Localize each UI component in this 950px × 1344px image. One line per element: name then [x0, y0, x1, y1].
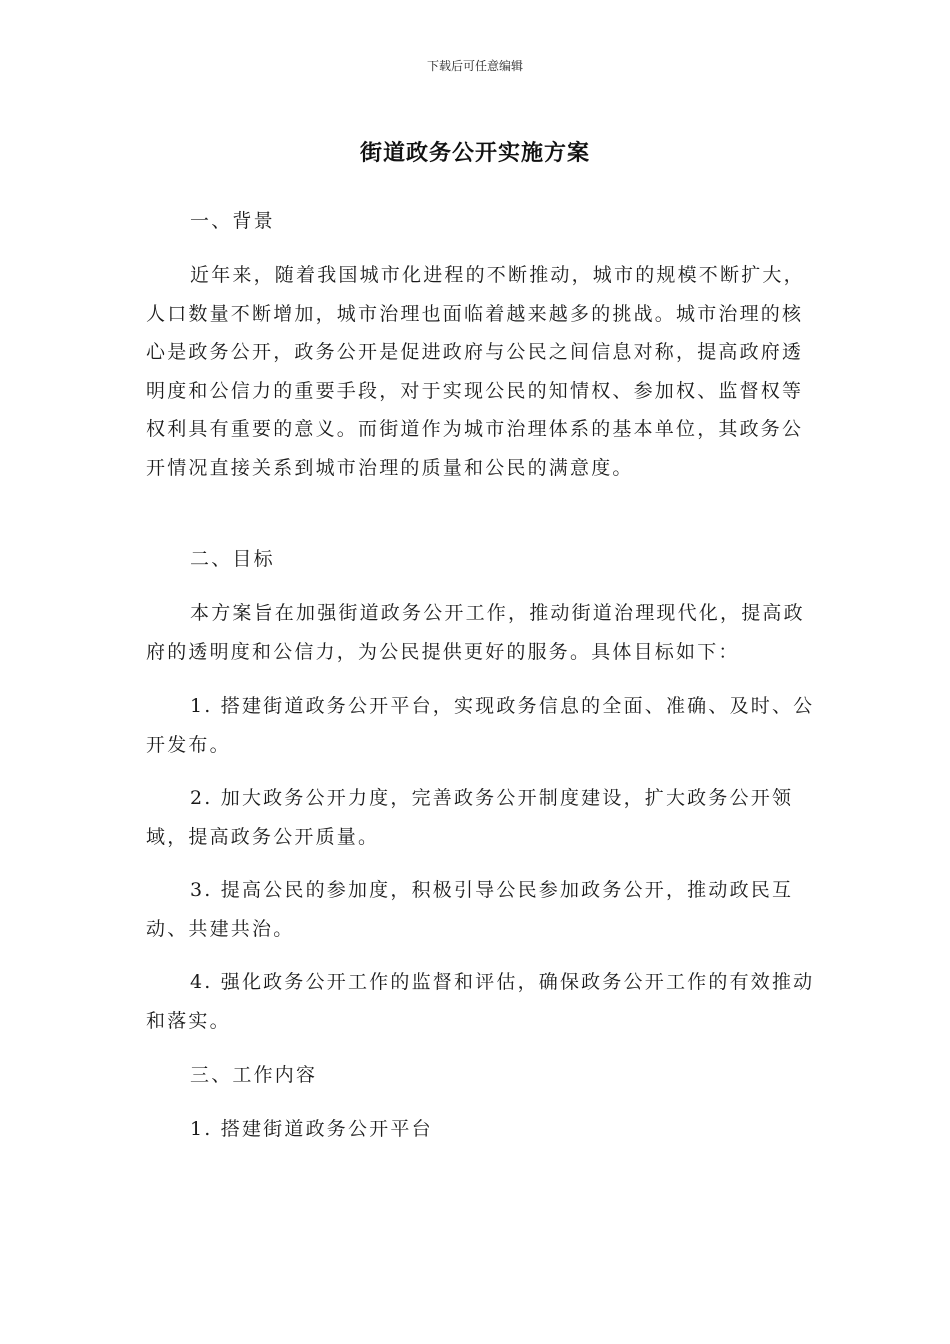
header-note: 下载后可任意编辑: [426, 59, 523, 73]
goal-paragraph: 本方案旨在加强街道政务公开工作，推动街道治理现代化，提高政府的透明度和公信力，为公民提供更好的服务。具体目标如下：: [146, 602, 805, 663]
work-item-1: 1. 搭建街道政务公开平台: [190, 1118, 433, 1140]
goal-item-1: 1. 搭建街道政务公开平台，实现政务信息的全面、准确、及时、公开发布。: [146, 695, 815, 756]
section-heading-work: 三、工作内容: [190, 1064, 318, 1086]
section-heading-background: 一、背景: [190, 210, 275, 232]
section-heading-goal: 二、目标: [190, 548, 275, 570]
document-title: 街道政务公开实施方案: [359, 141, 590, 166]
background-paragraph: 近年来，随着我国城市化进程的不断推动，城市的规模不断扩大，人口数量不断增加，城市治理也面临着越来越多的挑战。城市治理的核心是政务公开，政务公开是促进政府与公民之间信息对称，提高政府透明度和公信力的重要手段，对于实现公民的知情权、参加权、监督权等权利具有重要的意义。而街道作为城市治理体系的基本单位，其政务公开情况直接关系到城市治理的质量和公民的满意度。: [146, 264, 805, 479]
goal-item-2: 2. 加大政务公开力度，完善政务公开制度建设，扩大政务公开领域，提高政务公开质量。: [146, 787, 794, 848]
goal-item-4: 4. 强化政务公开工作的监督和评估，确保政务公开工作的有效推动和落实。: [146, 971, 815, 1032]
goal-item-3: 3. 提高公民的参加度，积极引导公民参加政务公开，推动政民互动、共建共治。: [146, 879, 794, 940]
